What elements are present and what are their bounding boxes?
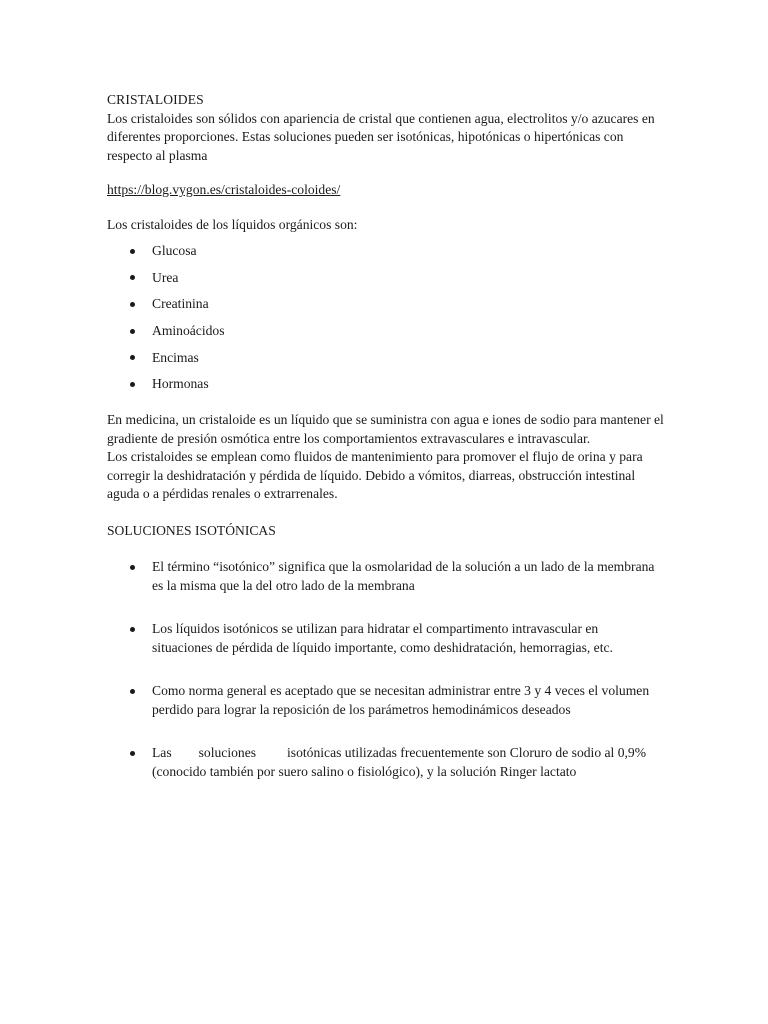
list-item: Urea [107, 269, 667, 296]
medicine-paragraph-1: En medicina, un cristaloide es un líquido que se suministra con agua e iones de sodio para mantener el gradiente de presión osmótica entre los comportamientos extravasculares e intravascular. [107, 412, 664, 446]
list-item: Como norma general es aceptado que se necesitan administrar entre 3 y 4 veces el volumen perdido para lograr la reposición de los parámetros hemodinámicos deseados [107, 682, 667, 719]
list-item: El término “isotónico” significa que la osmolaridad de la solución a un lado de la membrana es la misma que la del otro lado de la membrana [107, 558, 667, 595]
list-item [107, 744, 667, 781]
list-item: Encimas [107, 349, 667, 376]
list-item: Glucosa [107, 242, 667, 269]
organic-list-intro: Los cristaloides de los líquidos orgánicos son: [107, 216, 358, 232]
list-item: Aminoácidos [107, 322, 667, 349]
list-item-text: isotónicas utilizadas frecuentemente son Cloruro de sodio al 0,9% (conocido también por suero salino o fisiológico), y la solución Ringer lactato [152, 745, 647, 779]
organic-list [107, 242, 667, 402]
list-item: Los líquidos isotónicos se utilizan para hidratar el compartimento intravascular en situaciones de pérdida de líquido importante, como deshidratación, hemorragias, etc. [107, 620, 667, 657]
list-item-word: soluciones [198, 745, 257, 761]
medicine-paragraph-2: Los cristaloides se emplean como fluidos de mantenimiento para promover el flujo de orina y para corregir la deshidratación y pérdida de líquido. Debido a vómitos, diarreas, obstrucción intestinal aguda o a pérdidas renales o extrarrenales. [107, 449, 643, 502]
heading-cristaloides: CRISTALOIDES [107, 92, 204, 107]
source-link[interactable]: https://blog.vygon.es/cristaloides-coloides/ [107, 182, 341, 197]
list-item: Creatinina [107, 295, 667, 322]
list-item-word: Las [152, 745, 172, 761]
document-page [107, 91, 667, 806]
intro-paragraph: Los cristaloides son sólidos con apariencia de cristal que contienen agua, electrolitos y/o azucares en diferentes proporciones. Estas soluciones pueden ser isotónicas, hipotónicas o hipertónicas con respecto al plasma [107, 110, 655, 163]
isotonic-list [107, 558, 667, 781]
heading-soluciones-isotonicas: SOLUCIONES ISOTÓNICAS [107, 522, 276, 538]
list-item: Hormonas [107, 375, 667, 402]
